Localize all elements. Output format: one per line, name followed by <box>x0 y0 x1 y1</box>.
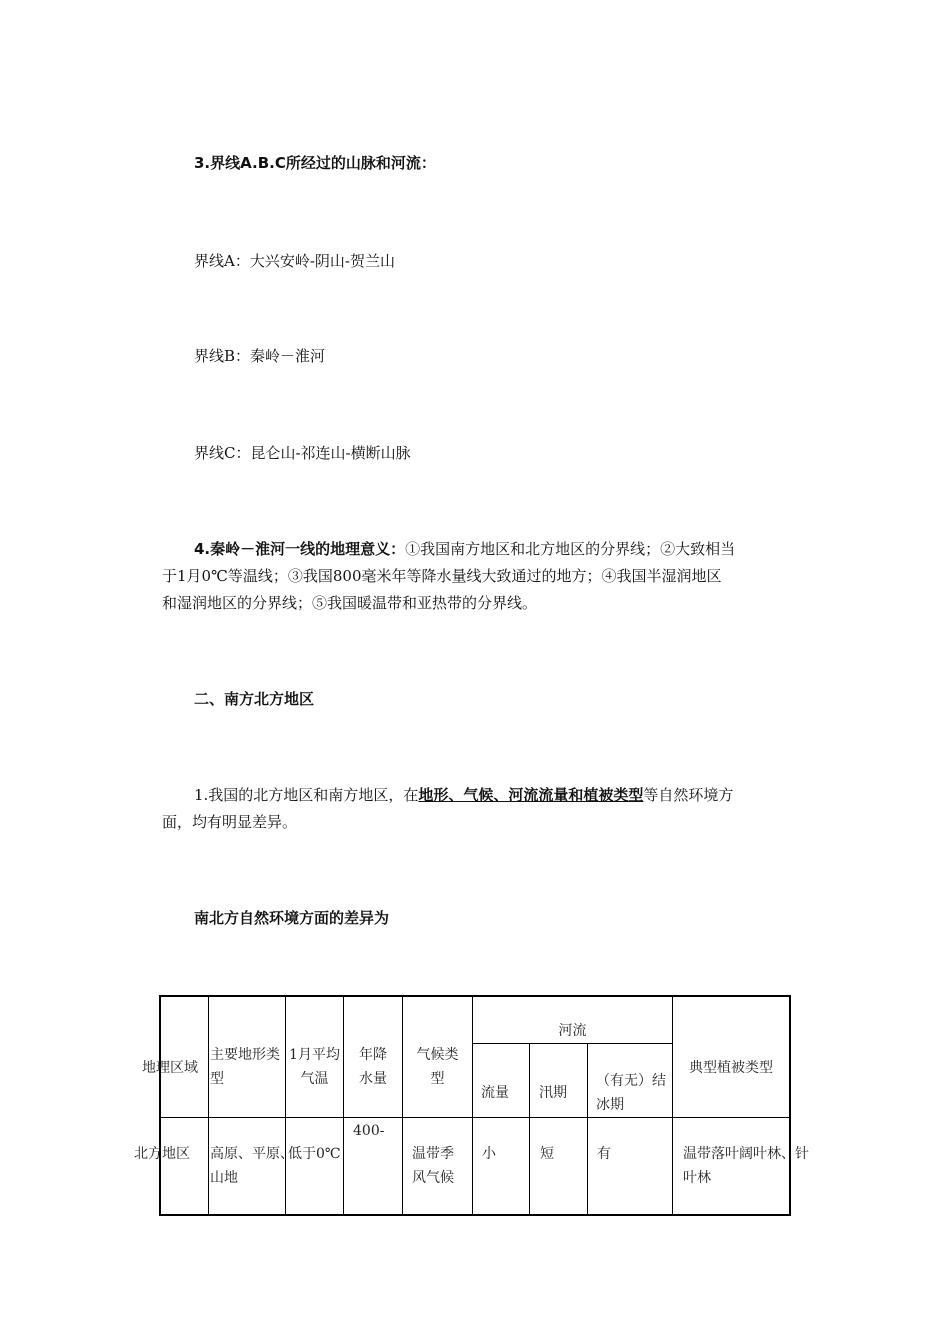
cell-flood-season: 短 <box>540 1146 554 1162</box>
cell-vegetation <box>683 1142 809 1190</box>
section-4-line-1 <box>194 536 735 563</box>
cell-climate <box>412 1142 454 1190</box>
table-col-line <box>529 1043 530 1216</box>
table-header-divider <box>159 1117 791 1118</box>
cell-terrain <box>210 1142 294 1190</box>
header-jan-temp-line-2: 气温 <box>300 1071 329 1087</box>
table-border-bottom <box>159 1214 791 1216</box>
cell-vegetation-line-1: 温带落叶阔叶林、针 <box>683 1146 809 1162</box>
header-terrain-line-2: 型 <box>210 1071 224 1087</box>
paragraph-1-line-2: 面，均有明显差异。 <box>162 813 298 831</box>
paragraph-1-underlined: 地形、气候、河流流量和植被类型 <box>418 786 644 804</box>
cell-freeze: 有 <box>597 1146 611 1162</box>
table-border-left <box>159 995 161 1216</box>
cell-climate-line-2: 风气候 <box>412 1170 454 1186</box>
comparison-table <box>134 995 809 1216</box>
header-freeze <box>596 1069 666 1117</box>
cell-climate-line-1: 温带季 <box>412 1146 454 1162</box>
table-title: 南北方自然环境方面的差异为 <box>194 909 390 927</box>
table-col-line <box>402 995 403 1216</box>
cell-vegetation-line-2: 叶林 <box>683 1170 711 1186</box>
cell-precip: 400- <box>353 1123 385 1139</box>
header-flood-season: 汛期 <box>539 1085 567 1101</box>
part-2-heading: 二、南方北方地区 <box>194 690 315 708</box>
section-4-heading: 4.秦岭－淮河一线的地理意义： <box>194 540 406 558</box>
cell-region: 北方地区 <box>134 1146 190 1162</box>
header-freeze-line-1: （有无）结 <box>596 1073 666 1089</box>
header-precip <box>344 1043 402 1091</box>
paragraph-1-prefix: 1.我国的北方地区和南方地区，在 <box>194 786 419 804</box>
table-border-top <box>159 995 791 997</box>
header-precip-line-1: 年降 <box>359 1047 387 1063</box>
paragraph-1-suffix: 等自然环境方 <box>643 786 734 804</box>
boundary-c-text: 界线C：昆仑山-祁连山-横断山脉 <box>194 444 411 462</box>
boundary-b-text: 界线B：秦岭－淮河 <box>194 347 326 365</box>
table-col-line <box>343 995 344 1216</box>
table-col-line <box>208 995 209 1216</box>
section-4-text-1: ①我国南方地区和北方地区的分界线；②大致相当 <box>405 540 736 558</box>
table-col-line <box>672 995 673 1216</box>
header-freeze-line-2: 冰期 <box>596 1097 624 1113</box>
section-4-line-2: 于1月0℃等温线；③我国800毫米年等降水量线大致通过的地方；④我国半湿润地区 <box>162 567 722 585</box>
table-river-divider <box>472 1043 672 1044</box>
header-climate <box>403 1043 472 1091</box>
table-col-line <box>587 1043 588 1216</box>
header-terrain-line-1: 主要地形类 <box>210 1047 280 1063</box>
header-jan-temp <box>286 1043 343 1091</box>
header-vegetation: 典型植被类型 <box>689 1060 773 1076</box>
cell-flow: 小 <box>482 1146 496 1162</box>
cell-terrain-line-1: 高原、平原、 <box>210 1146 294 1162</box>
header-flow: 流量 <box>481 1085 509 1101</box>
header-climate-line-1: 气候类 <box>416 1047 459 1063</box>
header-river: 河流 <box>558 1023 587 1039</box>
cell-terrain-line-2: 山地 <box>210 1170 238 1186</box>
header-climate-line-2: 型 <box>430 1071 445 1087</box>
header-terrain <box>210 1043 280 1091</box>
header-jan-temp-line-1: 1月平均 <box>289 1047 340 1063</box>
section-4-line-3: 和湿润地区的分界线；⑤我国暖温带和亚热带的分界线。 <box>162 594 538 612</box>
header-precip-line-2: 水量 <box>359 1071 387 1087</box>
header-region: 地理区域 <box>142 1060 198 1076</box>
cell-jan-temp: 低于0℃ <box>288 1146 341 1162</box>
section-3-heading: 3.界线A.B.C所经过的山脉和河流： <box>194 154 436 172</box>
paragraph-1-line-1 <box>194 782 733 809</box>
boundary-a-text: 界线A：大兴安岭-阴山-贺兰山 <box>194 252 395 270</box>
